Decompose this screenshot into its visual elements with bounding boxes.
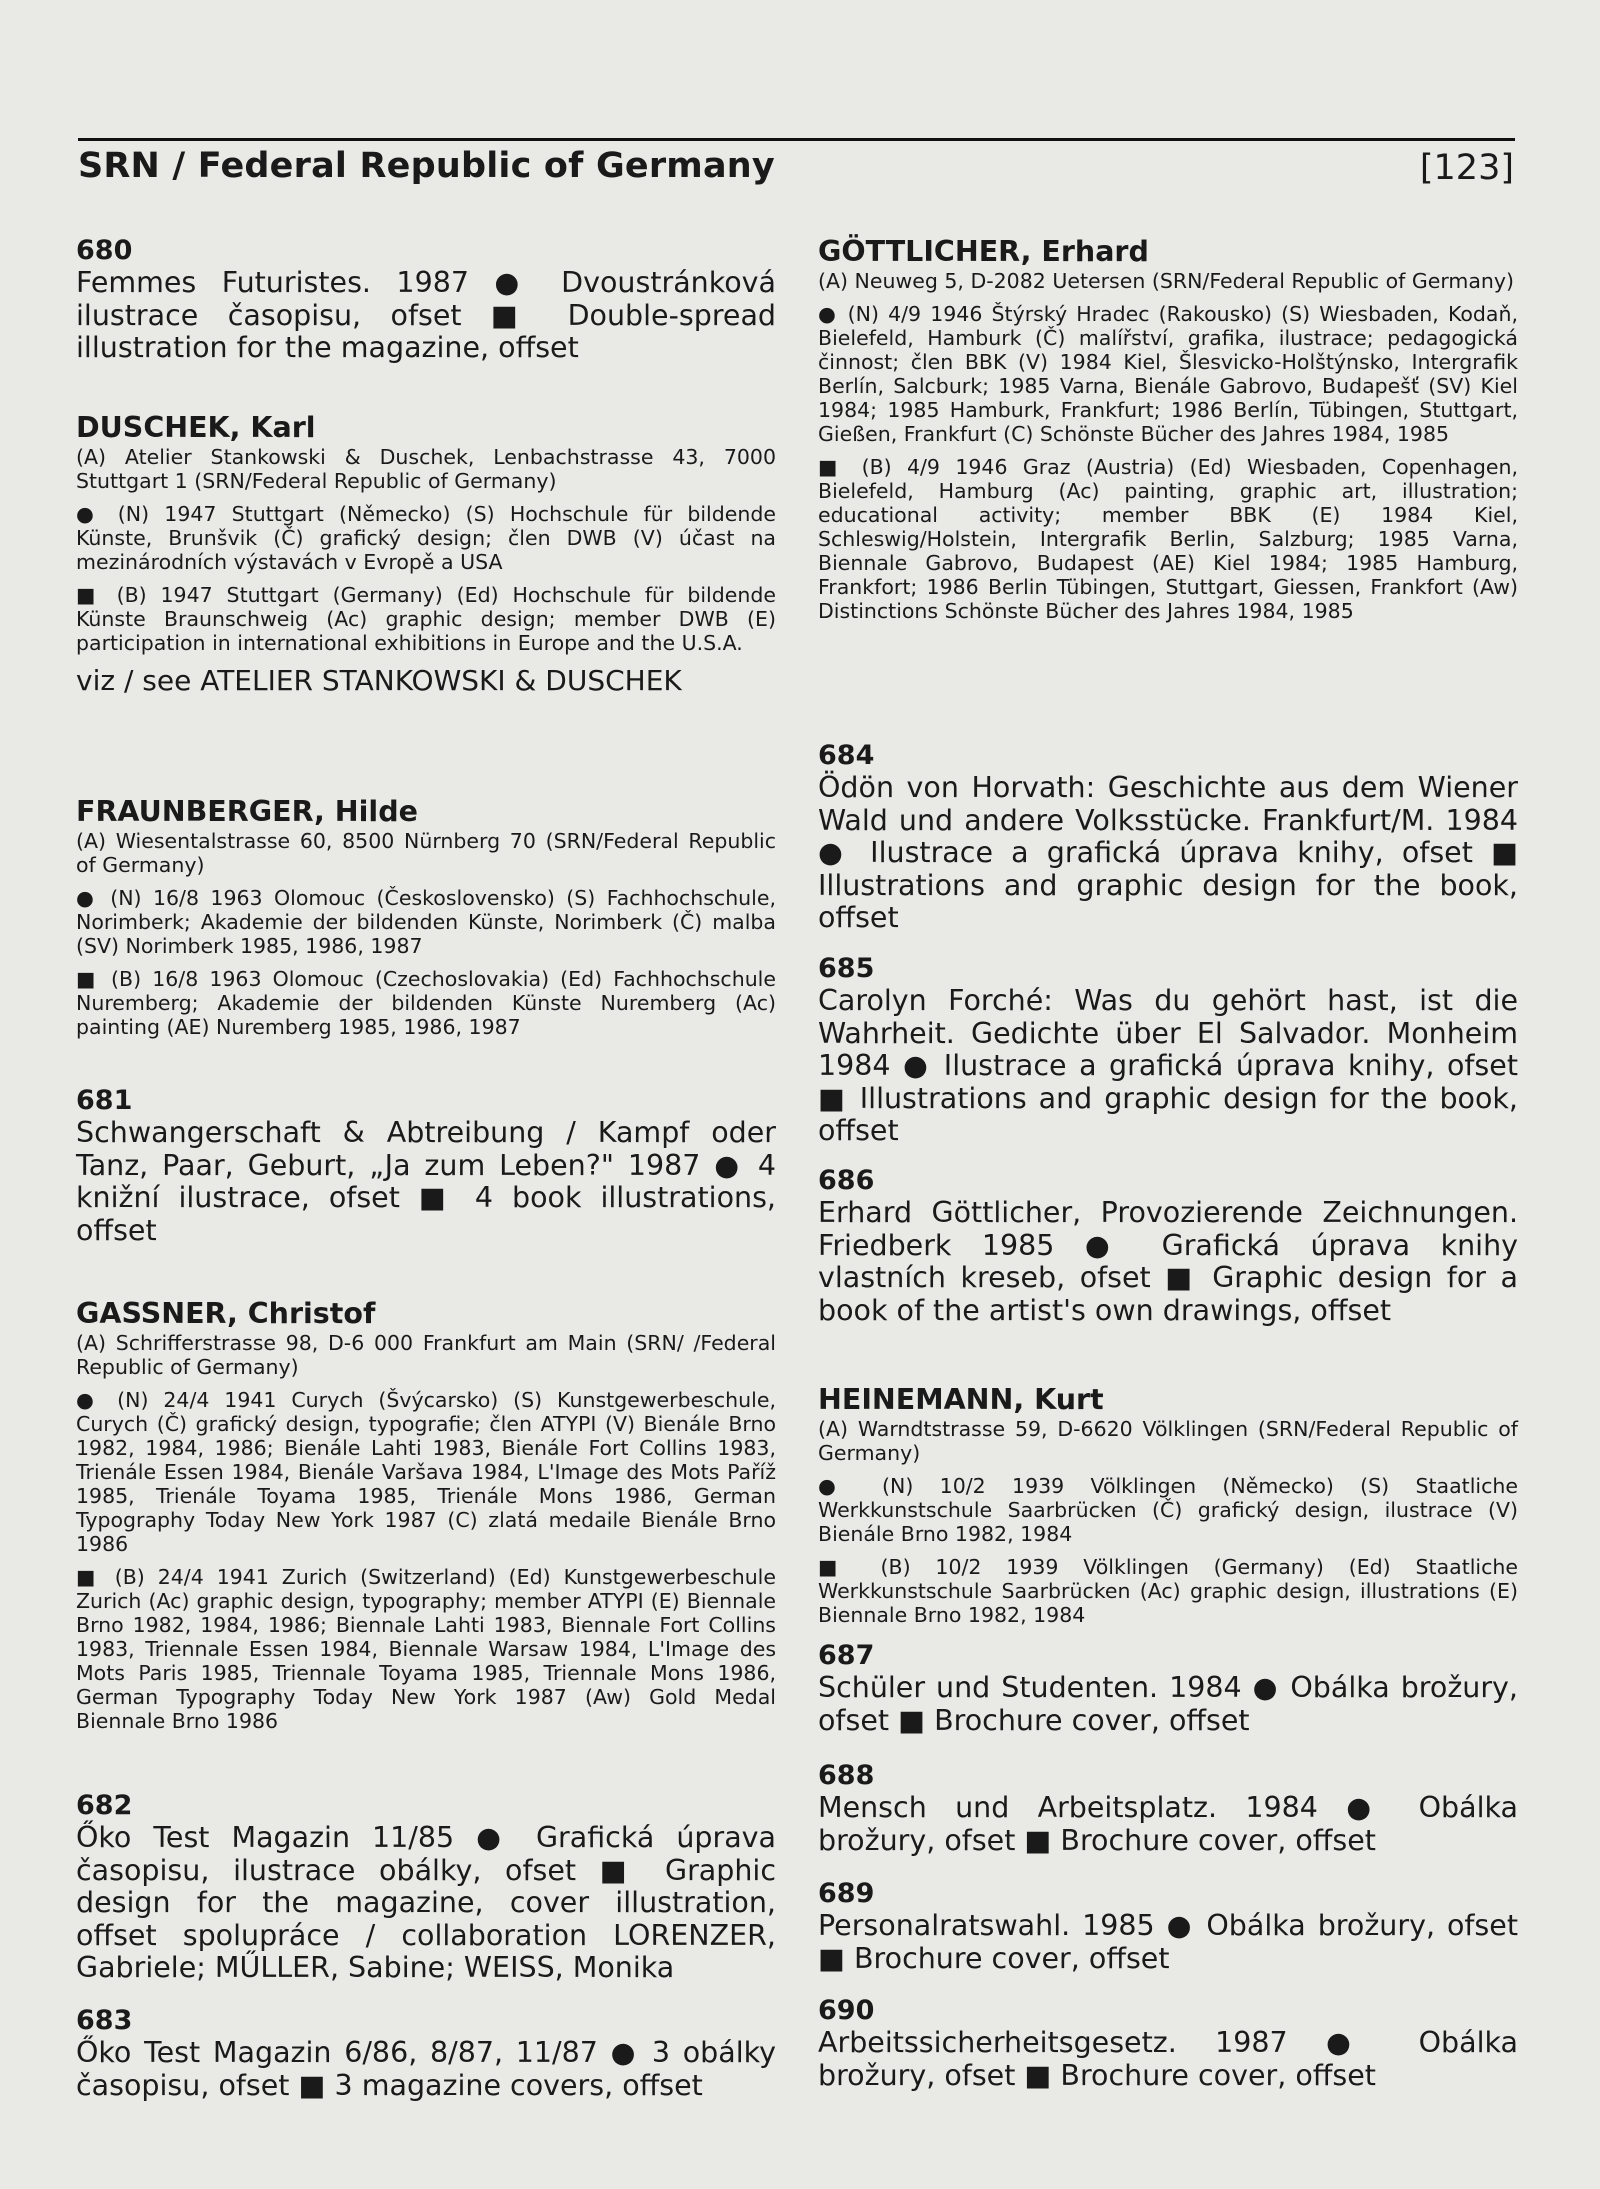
entry-text: Őko Test Magazin 6/86, 8/87, 11/87 ● 3 obálky časopisu, ofset ■ 3 magazine covers, offset bbox=[76, 2036, 776, 2102]
entry-685 bbox=[818, 953, 1518, 1148]
entry-number: 683 bbox=[76, 2005, 133, 2036]
artist-bio-czech: ● (N) 24/4 1941 Curych (Švýcarsko) (S) Kunstgewerbeschule, Curych (Č) grafický design, typografie; člen ATYPI (V) Bienále Brno 1982, 1984, 1986; Bienále Lahti 1983, Bienále Fort Collins 1983, Trienále Essen 1984, Bienále Varšava 1984, L'Image des Mots Paříž 1985, Trienále Toyama 1985, Trienále Mons 1986, German Typography Today New York 1987 (C) zlatá medaile Bienále Brno 1986 bbox=[76, 1388, 776, 1556]
artist-bio-czech: ● (N) 16/8 1963 Olomouc (Československo) (S) Fachhochschule, Norimberk; Akademie der bildenden Künste, Norimberk (Č) malba (SV) Norimberk 1985, 1986, 1987 bbox=[76, 886, 776, 958]
artist-bio-english: ■ (B) 24/4 1941 Zurich (Switzerland) (Ed) Kunstgewerbeschule Zurich (Ac) graphic design, typography; member ATYPI (E) Biennale Brno 1982, 1984, 1986; Biennale Lahti 1983, Biennale Fort Collins 1983, Triennale Essen 1984, Biennale Warsaw 1984, L'Image des Mots Paris 1985, Triennale Toyama 1985, Triennale Mons 1986, German Typography Today New York 1987 (Aw) Gold Medal Biennale Brno 1986 bbox=[76, 1565, 776, 1733]
artist-name: DUSCHEK, Karl bbox=[76, 411, 316, 444]
header-rule bbox=[78, 138, 1515, 141]
entry-text: Schwangerschaft & Abtreibung / Kampf oder Tanz, Paar, Geburt, „Ja zum Leben?" 1987 ● 4 knižní ilustrace, ofset ■ 4 book illustrations, offset bbox=[76, 1116, 776, 1247]
artist-address: (A) Atelier Stankowski & Duschek, Lenbachstrasse 43, 7000 Stuttgart 1 (SRN/Federal Republic of Germany) bbox=[76, 445, 776, 493]
artist-address: (A) Schrifferstrasse 98, D-6 000 Frankfurt am Main (SRN/ /Federal Republic of Germany) bbox=[76, 1331, 776, 1379]
artist-bio-english: ■ (B) 16/8 1963 Olomouc (Czechoslovakia) (Ed) Fachhochschule Nuremberg; Akademie der bildenden Künste Nuremberg (Ac) painting (AE) Nuremberg 1985, 1986, 1987 bbox=[76, 967, 776, 1039]
artist-bio-english: ■ (B) 10/2 1939 Völklingen (Germany) (Ed) Staatliche Werkkunstschule Saarbrücken (Ac) graphic design, illustrations (E) Biennale Brno 1982, 1984 bbox=[818, 1555, 1518, 1627]
artist-address: (A) Warndtstrasse 59, D-6620 Völklingen (SRN/Federal Republic of Germany) bbox=[818, 1417, 1518, 1465]
artist-fraunberger bbox=[76, 795, 776, 1048]
artist-gottlicher bbox=[818, 235, 1518, 632]
entry-number: 687 bbox=[818, 1640, 875, 1671]
entry-690 bbox=[818, 1995, 1518, 2092]
artist-bio-english: ■ (B) 1947 Stuttgart (Germany) (Ed) Hochschule für bildende Künste Braunschweig (Ac) graphic design; member DWB (E) participation in international exhibitions in Europe and the U.S.A. bbox=[76, 583, 776, 655]
entry-number: 680 bbox=[76, 235, 133, 266]
page-title: SRN / Federal Republic of Germany bbox=[78, 146, 775, 186]
entry-number: 688 bbox=[818, 1760, 875, 1791]
entry-687 bbox=[818, 1640, 1518, 1737]
entry-681 bbox=[76, 1085, 776, 1247]
entry-text: Schüler und Studenten. 1984 ● Obálka brožury, ofset ■ Brochure cover, offset bbox=[818, 1671, 1518, 1737]
entry-text: Erhard Göttlicher, Provozierende Zeichnungen. Friedberk 1985 ● Grafická úprava knihy vlastních kreseb, ofset ■ Graphic design for a book of the artist's own drawings, offset bbox=[818, 1196, 1518, 1327]
artist-bio-czech: ● (N) 10/2 1939 Völklingen (Německo) (S) Staatliche Werkkunstschule Saarbrücken (Č) grafický design, ilustrace (V) Bienále Brno 1982, 1984 bbox=[818, 1474, 1518, 1546]
artist-name: FRAUNBERGER, Hilde bbox=[76, 795, 418, 828]
entry-number: 689 bbox=[818, 1878, 875, 1909]
artist-name: GASSNER, Christof bbox=[76, 1297, 376, 1330]
entry-number: 685 bbox=[818, 953, 875, 984]
entry-688 bbox=[818, 1760, 1518, 1857]
artist-bio bbox=[76, 1331, 776, 1733]
see-also-reference: viz / see ATELIER STANKOWSKI & DUSCHEK bbox=[76, 664, 682, 697]
entry-number: 686 bbox=[818, 1165, 875, 1196]
entry-number: 690 bbox=[818, 1995, 875, 2026]
artist-bio bbox=[76, 445, 776, 655]
artist-name: GÖTTLICHER, Erhard bbox=[818, 235, 1149, 268]
entry-684 bbox=[818, 740, 1518, 935]
artist-bio-english: ■ (B) 4/9 1946 Graz (Austria) (Ed) Wiesbaden, Copenhagen, Bielefeld, Hamburg (Ac) painting, graphic art, illustration; educational activity; member BBK (E) 1984 Kiel, Schleswig/Holstein, Intergrafik Berlin, Salzburg; 1985 Varna, Biennale Gabrovo, Budapest (AE) Kiel 1984; 1985 Hamburg, Frankfort; 1986 Berlin Tübingen, Stuttgart, Giessen, Frankfort (Aw) Distinctions Schönste Bücher des Jahres 1984, 1985 bbox=[818, 455, 1518, 623]
entry-680 bbox=[76, 235, 776, 365]
entry-number: 682 bbox=[76, 1790, 133, 1821]
artist-bio bbox=[818, 1417, 1518, 1627]
entry-text: Ödön von Horvath: Geschichte aus dem Wiener Wald und andere Volksstücke. Frankfurt/M. 1984 ● Ilustrace a grafická úprava knihy, ofset ■ Illustrations and graphic design for the book, offset bbox=[818, 771, 1518, 934]
artist-bio bbox=[76, 829, 776, 1039]
entry-686 bbox=[818, 1165, 1518, 1327]
entry-text: Carolyn Forché: Was du gehört hast, ist die Wahrheit. Gedichte über El Salvador. Monheim 1984 ● Ilustrace a grafická úprava knihy, ofset ■ Illustrations and graphic design for the book, offset bbox=[818, 984, 1518, 1147]
artist-heinemann bbox=[818, 1383, 1518, 1636]
artist-duschek bbox=[76, 411, 776, 698]
artist-bio bbox=[818, 269, 1518, 623]
entry-number: 681 bbox=[76, 1085, 133, 1116]
artist-address: (A) Neuweg 5, D-2082 Uetersen (SRN/Federal Republic of Germany) bbox=[818, 269, 1515, 293]
entry-text: Arbeitssicherheitsgesetz. 1987 ● Obálka brožury, ofset ■ Brochure cover, offset bbox=[818, 2026, 1518, 2092]
entry-689 bbox=[818, 1878, 1518, 1975]
entry-text: Mensch und Arbeitsplatz. 1984 ● Obálka brožury, ofset ■ Brochure cover, offset bbox=[818, 1791, 1518, 1857]
artist-bio-czech: ● (N) 1947 Stuttgart (Německo) (S) Hochschule für bildende Künste, Brunšvik (Č) grafický design; člen DWB (V) účast na mezinárodních výstavách v Evropě a USA bbox=[76, 502, 776, 574]
entry-text: Őko Test Magazin 11/85 ● Grafická úprava časopisu, ilustrace obálky, ofset ■ Graphic design for the magazine, cover illustration, offset spolupráce / collaboration LORENZER, Gabriele; MŰLLER, Sabine; WEISS, Monika bbox=[76, 1821, 776, 1984]
entry-number: 684 bbox=[818, 740, 875, 771]
artist-bio-czech: ● (N) 4/9 1946 Štýrský Hradec (Rakousko) (S) Wiesbaden, Kodaň, Bielefeld, Hamburk (Č) malířství, grafika, ilustrace; pedagogická činnost; člen BBK (V) 1984 Kiel, Šlesvicko-Holštýnsko, Intergrafik Berlín, Salcburk; 1985 Varna, Bienále Gabrovo, Budapešť (SV) Kiel 1984; 1985 Hamburk, Frankfurt; 1986 Berlín, Tübingen, Stuttgart, Gießen, Frankfurt (C) Schönste Bücher des Jahres 1984, 1985 bbox=[818, 302, 1518, 446]
entry-683 bbox=[76, 2005, 776, 2102]
artist-name: HEINEMANN, Kurt bbox=[818, 1383, 1104, 1416]
artist-address: (A) Wiesentalstrasse 60, 8500 Nürnberg 70 (SRN/Federal Republic of Germany) bbox=[76, 829, 776, 877]
entry-text: Personalratswahl. 1985 ● Obálka brožury, ofset ■ Brochure cover, offset bbox=[818, 1909, 1518, 1975]
artist-gassner bbox=[76, 1297, 776, 1742]
entry-text: Femmes Futuristes. 1987 ● Dvoustránková ilustrace časopisu, ofset ■ Double-spread illustration for the magazine, offset bbox=[76, 266, 776, 364]
page-number: [123] bbox=[1419, 148, 1514, 188]
entry-682 bbox=[76, 1790, 776, 1985]
